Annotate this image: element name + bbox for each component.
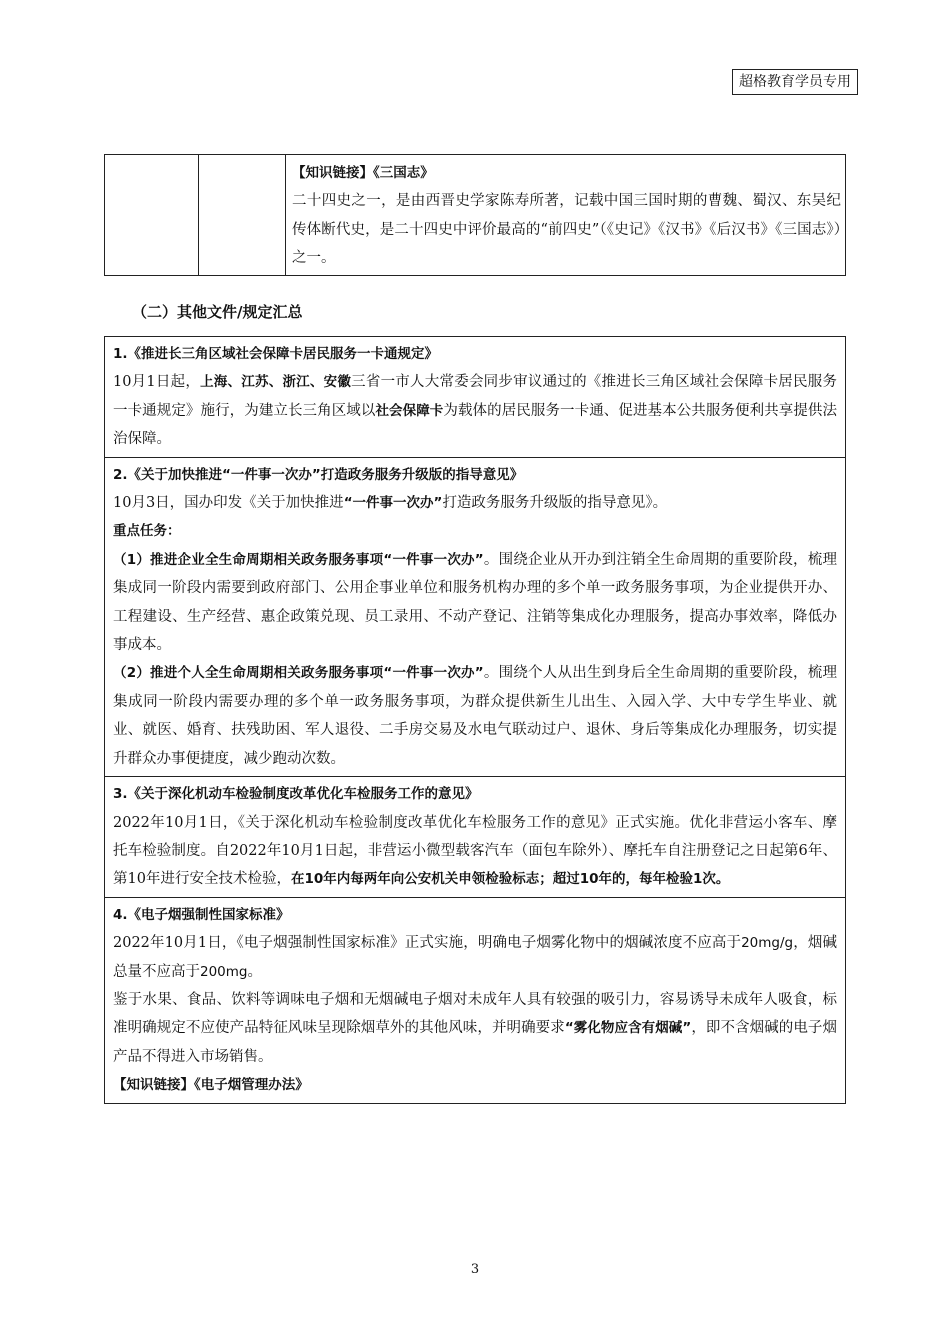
empty-cell [105, 155, 199, 276]
watermark-stamp: 超格教育学员专用 [732, 69, 858, 95]
section-title: （二）其他文件/规定汇总 [132, 303, 303, 321]
item-body: 鉴于水果、食品、饮料等调味电子烟和无烟碱电子烟对未成年人具有较强的吸引力，容易诱导未成年人吸食，标准明确规定不应使产品特征风味呈现除烟草外的其他风味，并明确要求“雾化物应含有烟碱”，即不含烟碱的电子烟产品不得进入市场销售。 [113, 991, 837, 1065]
task-1: （1）推进企业全生命周期相关政务服务事项“一件事一次办”。围绕企业从开办到注销全生命周期的重要阶段，梳理集成同一阶段内需要到政府部门、公用企事业单位和服务机构办理的多个单一政务服务事项，为企业提供开办、工程建设、生产经营、惠企政策兑现、员工录用、不动产登记、注销等集成化办理服务，提高办事效率，降低办事成本。 [113, 551, 837, 654]
item-body: 10月1日起，上海、江苏、浙江、安徽三省一市人大常委会同步审议通过的《推进长三角区域社会保障卡居民服务一卡通规定》施行，为建立长三角区域以社会保障卡为载体的居民服务一卡通、促进基本公共服务便利共享提供法治保障。 [113, 374, 838, 448]
item-title: 3.《关于深化机动车检验制度改革优化车检服务工作的意见》 [113, 786, 479, 803]
empty-cell [199, 155, 286, 276]
knowledge-link-cell [286, 155, 846, 276]
item-3-cell [105, 777, 846, 898]
continued-table [104, 154, 846, 276]
task-2: （2）推进个人全生命周期相关政务服务事项“一件事一次办”。围绕个人从出生到身后全生命周期的重要阶段，梳理集成同一阶段内需要办理的多个单一政务服务事项，为群众提供新生儿出生、入园入学、大中专学生毕业、就业、就医、婚育、扶残助困、军人退役、二手房交易及水电气联动过户、退休、身后等集成化办理服务，切实提升群众办事便捷度，减少跑动次数。 [113, 665, 837, 767]
item-body: 10月3日，国办印发《关于加快推进“一件事一次办”打造政务服务升级版的指导意见》。 [113, 495, 668, 512]
item-title: 4.《电子烟强制性国家标准》 [113, 906, 290, 923]
knowledge-link-heading: 【知识链接】《三国志》 [292, 165, 434, 181]
page-number: 3 [470, 1262, 480, 1277]
item-body: 2022年10月1日，《关于深化机动车检验制度改革优化车检服务工作的意见》正式实施。优化非营运小客车、摩托车检验制度。自2022年10月1日起，非营运小微型载客汽车（面包车除外）、摩托车自注册登记之日起第6年、第10年进行安全技术检验，在10年内每两年向公安机关申领检验标志；超过10年的，每年检验1次。 [113, 814, 837, 888]
table-row [105, 457, 846, 776]
item-title: 2.《关于加快推进“一件事一次办”打造政务服务升级版的指导意见》 [113, 466, 524, 483]
item-1-cell [105, 337, 846, 458]
documents-table [104, 336, 846, 1104]
table-row [105, 337, 846, 458]
item-body: 2022年10月1日，《电子烟强制性国家标准》正式实施，明确电子烟雾化物中的烟碱浓度不应高于20mg/g，烟碱总量不应高于200mg。 [113, 935, 838, 980]
knowledge-link-heading: 【知识链接】《电子烟管理办法》 [113, 1077, 309, 1094]
knowledge-link-body: 二十四史之一，是由西晋史学家陈寿所著，记载中国三国时期的曹魏、蜀汉、东吴纪传体断代史，是二十四史中评价最高的“前四史”（《史记》《汉书》《后汉书》《三国志》）之一。 [292, 193, 841, 267]
table-row [105, 777, 846, 898]
item-2-cell [105, 457, 846, 776]
item-4-cell [105, 897, 846, 1103]
table-row [105, 897, 846, 1103]
item-title: 1.《推进长三角区域社会保障卡居民服务一卡通规定》 [113, 346, 439, 362]
tasks-label: 重点任务： [113, 523, 181, 540]
